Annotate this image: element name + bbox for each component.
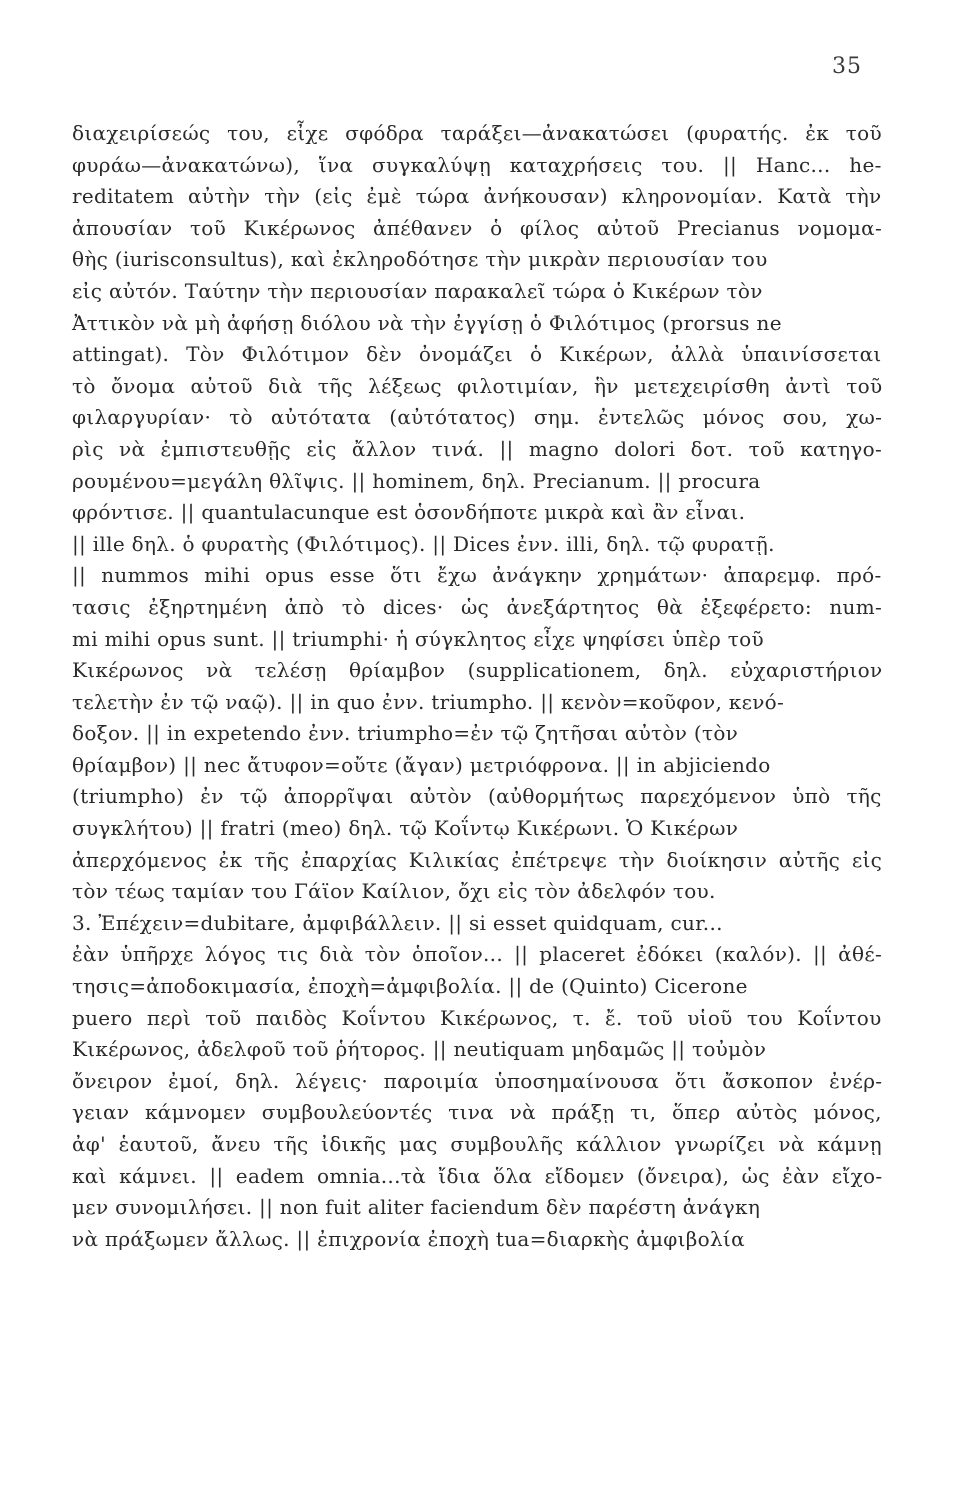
text-line: θὴς (iurisconsultus), καὶ ἐκληροδότησε τὴν μικρὰν περιουσίαν του bbox=[72, 247, 768, 272]
text-line: ρουμένου=μεγάλη θλῖψις. || hominem, δηλ. Precianum. || procura bbox=[72, 468, 761, 493]
text-line: τὸ ὄνομα αὐτοῦ διὰ τῆς λέξεως φιλοτιμίαν, ἣν μετεχειρίσθη ἀντὶ τοῦ bbox=[72, 373, 883, 398]
text-line: ἀπερχόμενος ἐκ τῆς ἐπαρχίας Κιλικίας ἐπέτρεψε τὴν διοίκησιν αὐτῆς εἰς bbox=[72, 847, 883, 872]
text-line: συγκλήτου) || fratri (meo) δηλ. τῷ Κοΐντῳ Κικέρωνι. Ὁ Κικέρων bbox=[72, 816, 739, 841]
text-line: ἀφ' ἑαυτοῦ, ἄνευ τῆς ἰδικῆς μας συμβουλῆς κάλλιον γνωρίζει νὰ κάμνῃ bbox=[72, 1132, 882, 1156]
text-line: φυράω—ἀνακατώνω), ἵνα συγκαλύψῃ καταχρήσεις του. || Hanc... he- bbox=[72, 152, 882, 177]
text-line: τασις ἐξηρτημένη ἀπὸ τὸ dices· ὡς ἀνεξάρτητος θὰ ἐξεφέρετο: num- bbox=[72, 594, 883, 619]
text-line: θρίαμβον) || nec ἄτυφον=οὔτε (ἄγαν) μετριόφρονα. || in abjiciendo bbox=[72, 752, 771, 777]
text-line: 3. Ἐπέχειν=dubitare, ἀμφιβάλλειν. || si esset quidquam, cur... bbox=[72, 910, 723, 935]
text-line: τελετὴν ἐν τῷ ναῷ). || in quo ἐνν. triumpho. || κενὸν=κοῦφον, κενό- bbox=[72, 689, 785, 714]
commentary-text bbox=[72, 118, 882, 1255]
text-line: νὰ πράξωμεν ἄλλως. || ἐπιχρονία ἐποχὴ tua=διαρκὴς ἀμφιβολία bbox=[72, 1226, 745, 1251]
page-number: 35 bbox=[832, 54, 862, 79]
text-line: ὄνειρον ἐμοί, δηλ. λέγεις· παροιμία ὑποσημαίνουσα ὅτι ἄσκοπον ἐνέρ- bbox=[72, 1068, 883, 1093]
text-line: τὸν τέως ταμίαν του Γάϊον Καίλιον, ὄχι εἰς τὸν ἀδελφόν του. bbox=[72, 879, 716, 904]
text-line: φρόντισε. || quantulacunque est ὁσονδήποτε μικρὰ καὶ ἂν εἶναι. bbox=[72, 500, 746, 525]
text-line: puero περὶ τοῦ παιδὸς Κοΐντου Κικέρωνος, τ. ἔ. τοῦ υἱοῦ του Κοΐντου bbox=[72, 1005, 882, 1030]
text-line: διαχειρίσεώς του, εἶχε σφόδρα ταράξει—ἀνακατώσει (φυρατής. ἐκ τοῦ bbox=[72, 121, 882, 145]
text-line: mi mihi opus sunt. || triumphi· ἡ σύγκλητος εἶχε ψηφίσει ὑπὲρ τοῦ bbox=[72, 626, 764, 651]
text-line: reditatem αὐτὴν τὴν (εἰς ἐμὲ τώρα ἀνήκουσαν) κληρονομίαν. Κατὰ τὴν bbox=[72, 184, 882, 209]
text-line: || nummos mihi opus esse ὅτι ἔχω ἀνάγκην χρημάτων· ἀπαρεμφ. πρό- bbox=[72, 563, 882, 588]
text-line: φιλαργυρίαν· τὸ αὐτότατα (αὐτότατος) σημ. ἐντελῶς μόνος σου, χω- bbox=[72, 405, 883, 430]
text-line: Κικέρωνος νὰ τελέσῃ θρίαμβον (supplicationem, δηλ. εὐχαριστήριον bbox=[72, 658, 883, 683]
text-line: (triumpho) ἐν τῷ ἀπορρῖψαι αὐτὸν (αὐθορμήτως παρεχόμενον ὑπὸ τῆς bbox=[72, 784, 882, 809]
text-line: Ἀττικὸν νὰ μὴ ἀφήσῃ διόλου νὰ τὴν ἐγγίσῃ ὁ Φιλότιμος (prorsus ne bbox=[72, 310, 782, 335]
text-line: || ille δηλ. ὁ φυρατὴς (Φιλότιμος). || Dices ἐνν. illi, δηλ. τῷ φυρατῇ. bbox=[72, 531, 775, 556]
text-line: εἰς αὐτόν. Ταύτην τὴν περιουσίαν παρακαλεῖ τώρα ὁ Κικέρων τὸν bbox=[72, 278, 763, 303]
text-line: ἐὰν ὑπῆρχε λόγος τις διὰ τὸν ὁποῖον... || placeret ἐδόκει (καλόν). || ἀθέ- bbox=[72, 942, 883, 967]
text-line: μεν συνομιλήσει. || non fuit aliter faciendum δὲν παρέστη ἀνάγκη bbox=[72, 1195, 761, 1220]
text-line: ἀπουσίαν τοῦ Κικέρωνος ἀπέθανεν ὁ φίλος αὐτοῦ Precianus νομομα- bbox=[72, 215, 883, 240]
text-line: γειαν κάμνομεν συμβουλεύοντές τινα νὰ πράξῃ τι, ὅπερ αὐτὸς μόνος, bbox=[72, 1100, 882, 1125]
text-line: τησις=ἀποδοκιμασία, ἐποχὴ=ἀμφιβολία. || de (Quinto) Cicerone bbox=[72, 974, 748, 999]
text-line: δοξον. || in expetendo ἐνν. triumpho=ἐν τῷ ζητῆσαι αὐτὸν (τὸν bbox=[72, 721, 739, 746]
text-line: καὶ κάμνει. || eadem omnia...τὰ ἴδια ὅλα εἴδομεν (ὄνειρα), ὡς ἐὰν εἴχο- bbox=[72, 1163, 883, 1188]
text-line: Κικέρωνος, ἀδελφοῦ τοῦ ῥήτορος. || neutiquam μηδαμῶς || τοὐμὸν bbox=[72, 1037, 767, 1062]
text-line: attingat). Τὸν Φιλότιμον δὲν ὀνομάζει ὁ Κικέρων, ἀλλὰ ὑπαινίσσεται bbox=[72, 342, 882, 367]
text-line: ρὶς νὰ ἐμπιστευθῇς εἰς ἄλλον τινά. || magno dolori δοτ. τοῦ κατηγο- bbox=[72, 436, 883, 461]
